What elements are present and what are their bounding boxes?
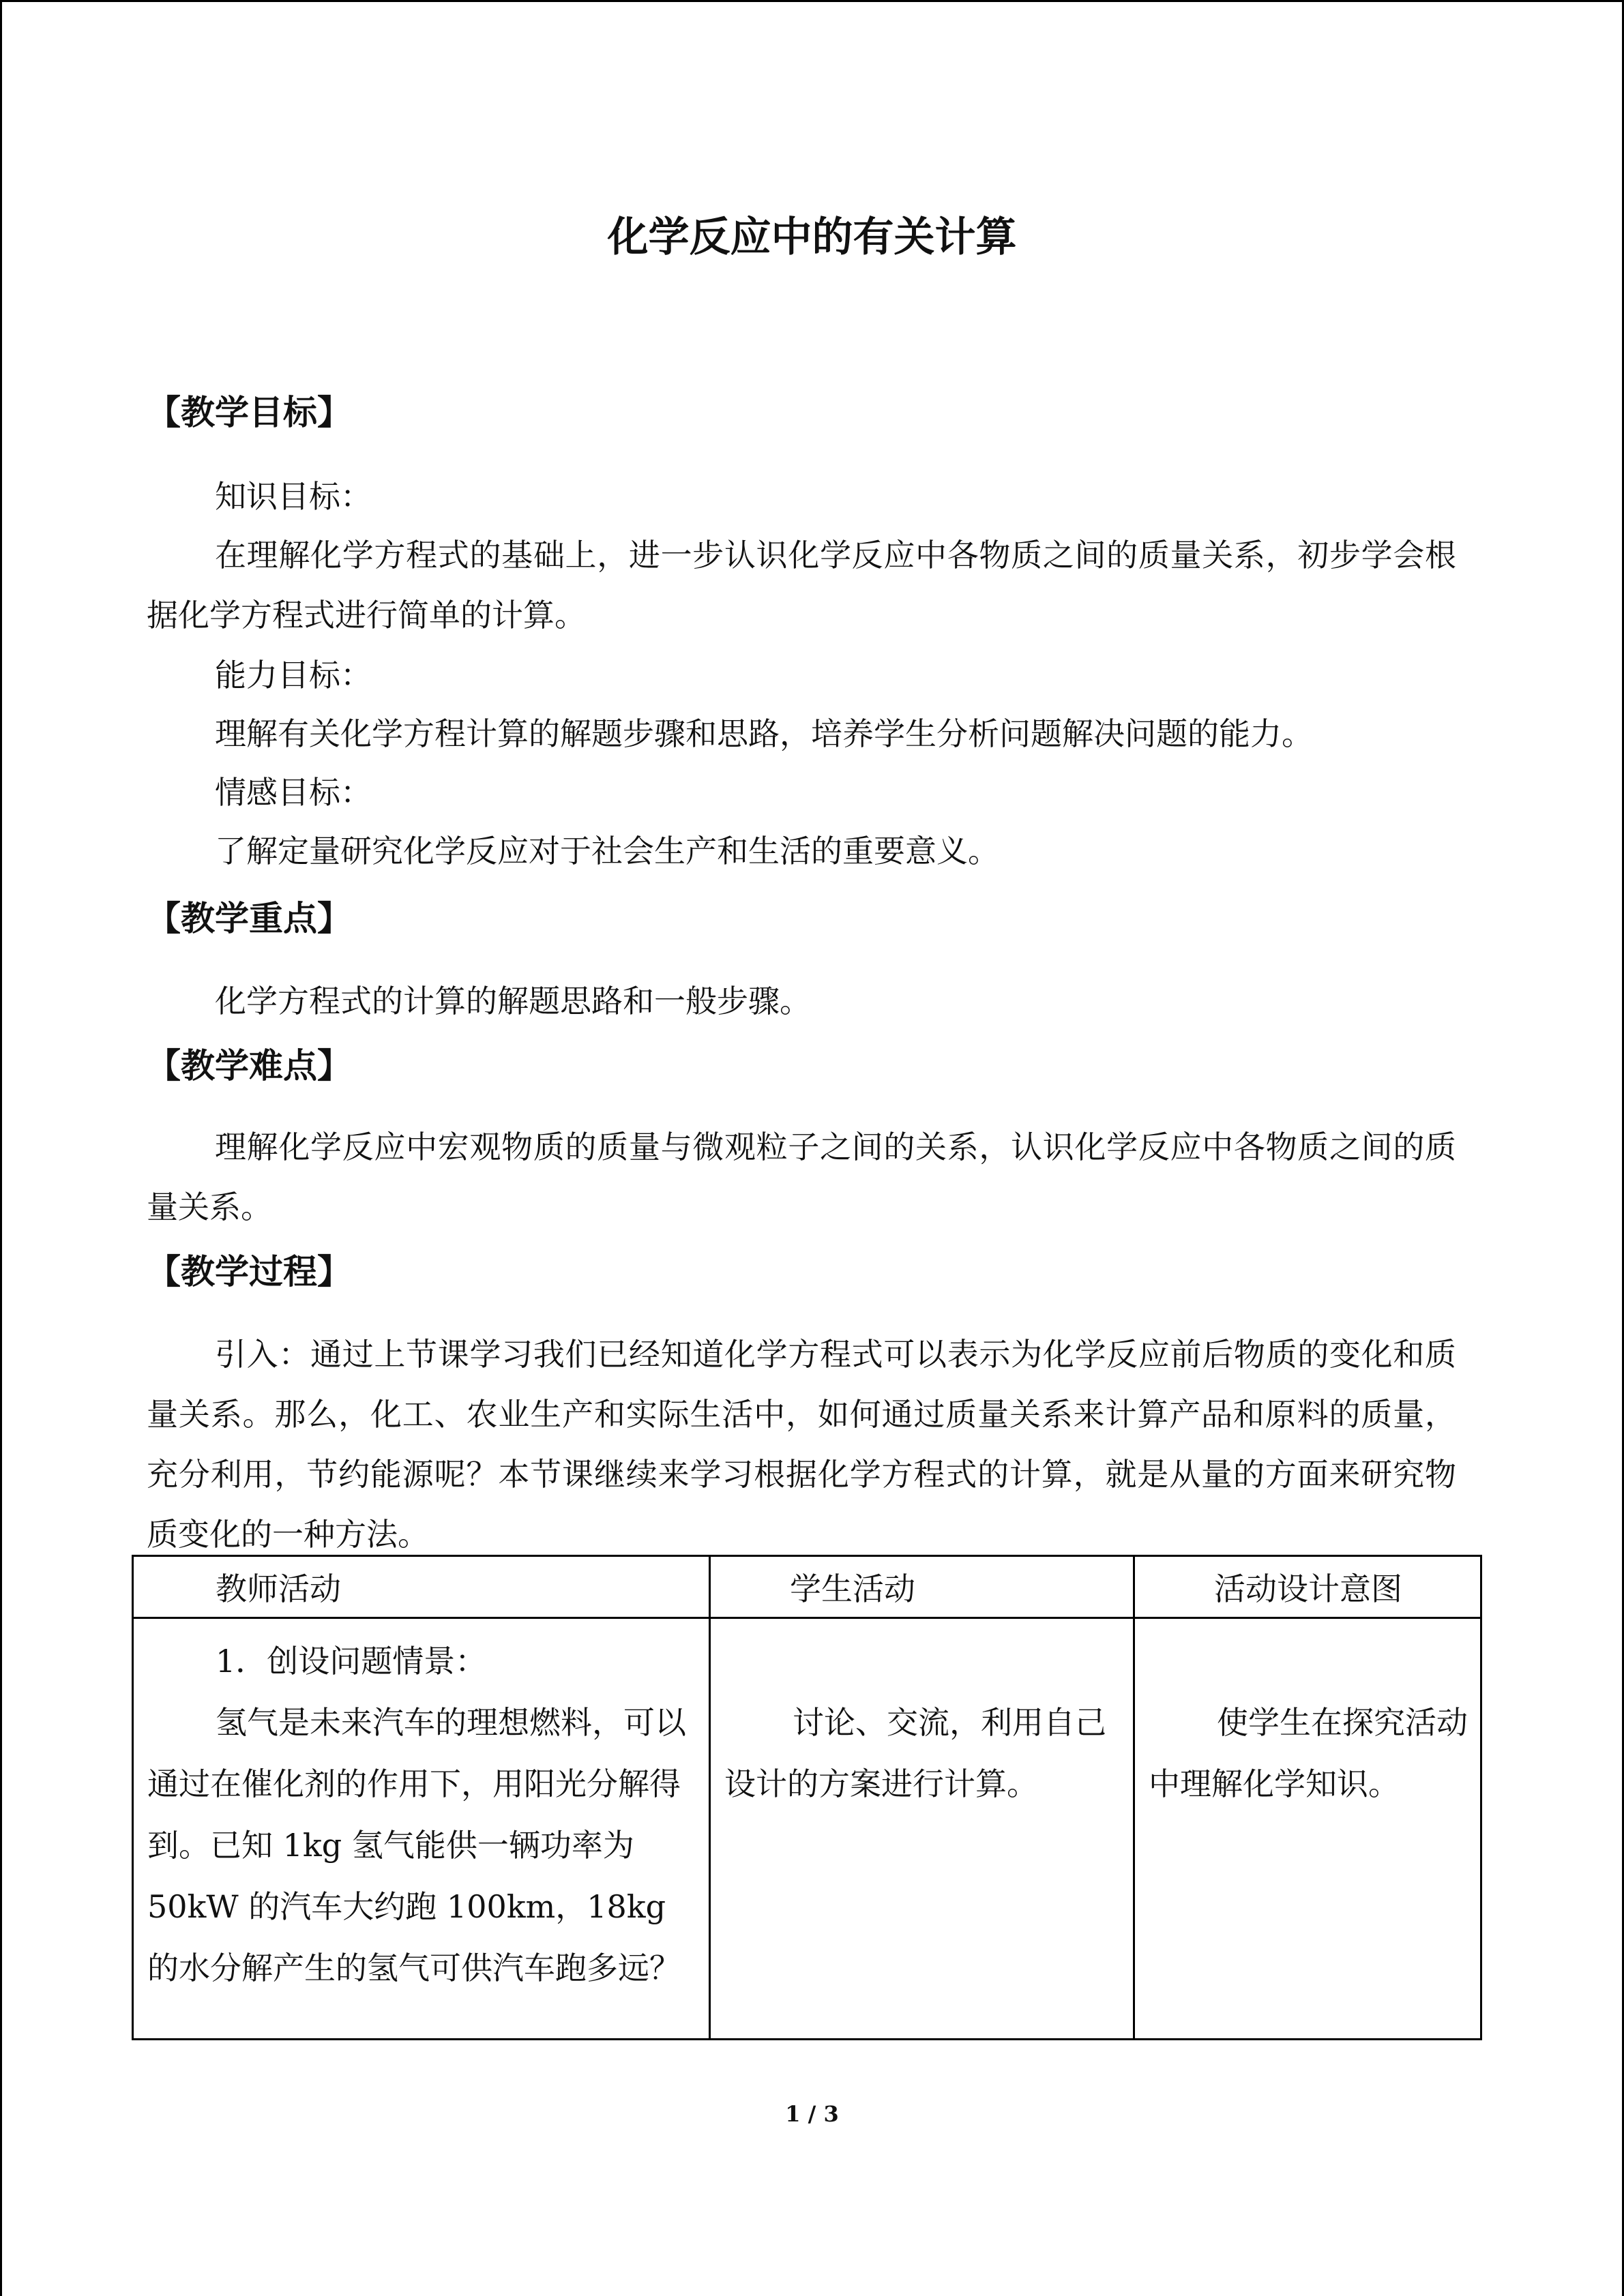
- page-number: 1 / 3: [785, 2101, 839, 2127]
- knowledge-objective-label: 知识目标：: [215, 478, 372, 515]
- page-border-left: [0, 0, 2, 2296]
- ability-objective-label: 能力目标：: [215, 657, 372, 694]
- emotion-objective-label: 情感目标：: [215, 774, 372, 811]
- teacher-activity-text: 氢气是未来汽车的理想燃料，可以通过在催化剂的作用下，用阳光分解得到。已知 1kg 氢气能供一辆功率为 50kW 的汽车大约跑 100km，18kg 的水分解产生的氢气可供汽车跑多远？: [147, 1704, 686, 1986]
- key-points-heading: 【教学重点】: [147, 899, 351, 938]
- table-column-divider-1: [709, 1557, 711, 2038]
- emotion-objective-text: 了解定量研究化学反应对于社会生产和生活的重要意义。: [215, 833, 999, 869]
- activity-table: [132, 1555, 1482, 2040]
- table-cell-teacher-activity: [147, 1630, 693, 1999]
- process-heading: 【教学过程】: [147, 1252, 351, 1292]
- table-header-intent: 活动设计意图: [1214, 1570, 1402, 1607]
- objectives-heading: 【教学目标】: [147, 393, 351, 432]
- document-title: 化学反应中的有关计算: [607, 213, 1017, 261]
- ability-objective-text: 理解有关化学方程计算的解题步骤和思路，培养学生分析问题解决问题的能力。: [215, 715, 1313, 752]
- table-header-teacher: 教师活动: [216, 1570, 341, 1607]
- page-border-top: [0, 0, 1624, 2]
- process-intro-text: 引入：通过上节课学习我们已经知道化学方程式可以表示为化学反应前后物质的变化和质量关系。那么，化工、农业生产和实际生活中，如何通过质量关系来计算产品和原料的质量，充分利用，节约能源呢？本节课继续来学习根据化学方程式的计算，就是从量的方面来研究物质变化的一种方法。: [147, 1336, 1456, 1553]
- key-points-text: 化学方程式的计算的解题思路和一般步骤。: [215, 983, 811, 1019]
- difficulties-heading: 【教学难点】: [147, 1046, 351, 1086]
- design-intent-text: 使学生在探究活动中理解化学知识。: [1149, 1704, 1468, 1802]
- table-cell-student-activity: [724, 1692, 1120, 1815]
- student-activity-text: 讨论、交流，利用自己设计的方案进行计算。: [724, 1704, 1106, 1802]
- table-header-student: 学生活动: [790, 1570, 915, 1607]
- table-cell-design-intent: [1149, 1692, 1469, 1815]
- teacher-activity-step: 1．创设问题情景：: [216, 1643, 487, 1680]
- difficulties-text: 理解化学反应中宏观物质的质量与微观粒子之间的关系，认识化学反应中各物质之间的质量关系。: [147, 1129, 1456, 1225]
- knowledge-objective-text: 在理解化学方程式的基础上，进一步认识化学反应中各物质之间的质量关系，初步学会根据化学方程式进行简单的计算。: [147, 537, 1456, 633]
- table-column-divider-2: [1133, 1557, 1135, 2038]
